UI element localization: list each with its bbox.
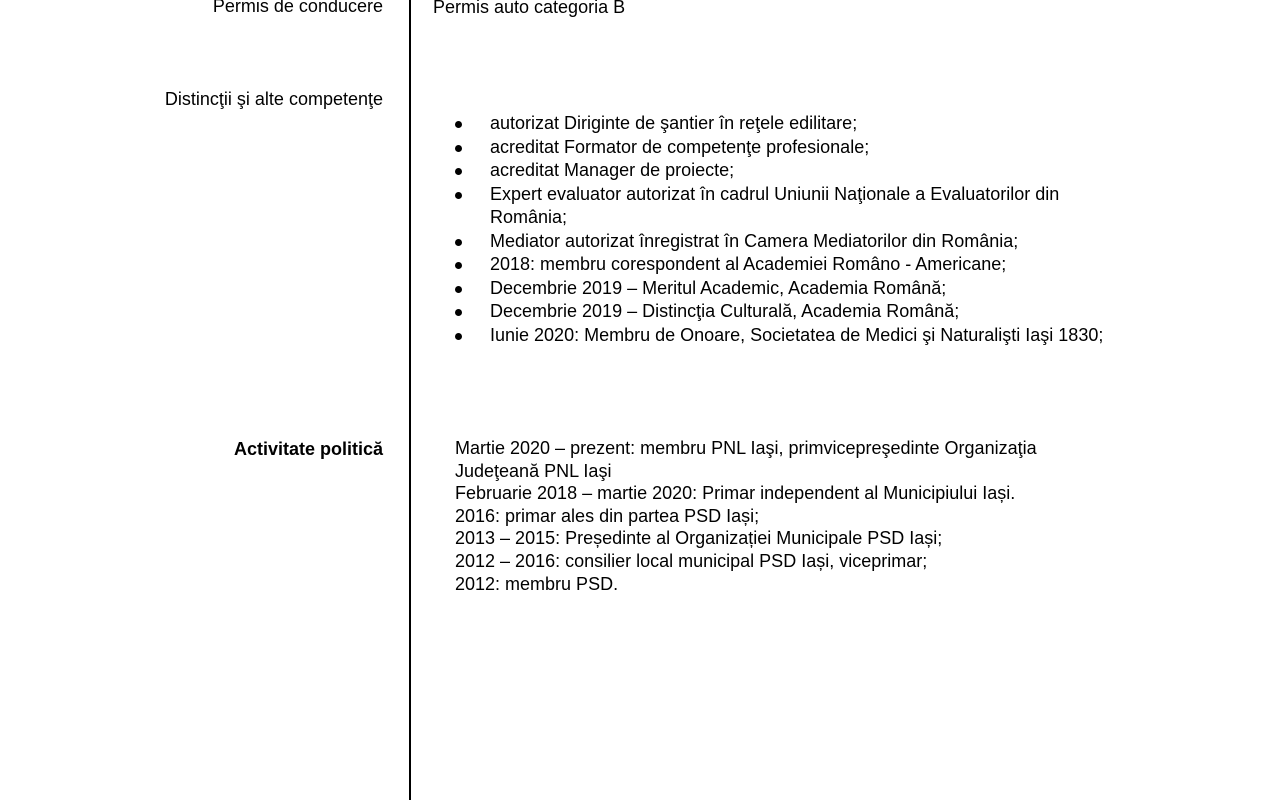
political-line: 2013 – 2015: Președinte al Organizației Municipale PSD Iași; [455,528,943,549]
list-item [455,136,1115,160]
value-permis-de-conducere: Permis auto categoria B [433,0,626,17]
political-line: 2016: primar ales din partea PSD Iași; [455,505,760,526]
list-item-text: Expert evaluator autorizat în cadrul Uniunii Naţionale a Evaluatorilor din România; [490,183,1060,227]
political-line: Februarie 2018 – martie 2020: Primar independent al Municipiului Iași. [455,483,1016,504]
list-item-text: Decembrie 2019 – Distincţia Culturală, Academia Română; [490,301,960,321]
list-item-text: acreditat Formator de competenţe profesionale; [490,136,870,157]
list-item-text: 2018: membru corespondent al Academiei Româno - Americane; [490,254,1007,274]
bullet-icon [455,121,462,128]
bullet-icon [455,192,462,199]
label-permis-de-conducere: Permis de conducere [212,0,383,16]
label-activitate-politica: Activitate politică [233,439,383,459]
label-distinctii: Distincţii şi alte competenţe [164,89,383,109]
list-item-text: acreditat Manager de proiecte; [490,160,735,180]
list-item [455,183,1115,230]
list-item [455,300,1115,324]
list-item [455,230,1115,254]
list-item-text: autorizat Diriginte de şantier în reţele edilitare; [490,113,858,133]
list-item [455,159,1115,183]
list-item-text: Iunie 2020: Membru de Onoare, Societatea de Medici şi Naturalişti Iaşi 1830; [490,324,1104,345]
list-item-text: Mediator autorizat înregistrat în Camera Mediatorilor din România; [490,230,1019,251]
list-item [455,277,1115,301]
bullet-icon [455,168,462,175]
list-item-text: Decembrie 2019 – Meritul Academic, Academia Română; [490,277,947,298]
list-item [455,253,1115,277]
activitate-politica-block [455,437,1105,595]
list-item [455,112,1115,136]
political-line: 2012: membru PSD. [455,573,619,594]
bullet-icon [455,239,462,246]
political-line: 2012 – 2016: consilier local municipal PSD Iași, viceprimar; [455,550,928,571]
political-line: Martie 2020 – prezent: membru PNL Iaşi, primvicepreşedinte Organizaţia Judeţeană PNL Iaşi [455,438,1037,481]
bullet-icon [455,333,462,340]
distinctii-list [455,112,1115,347]
bullet-icon [455,145,462,152]
bullet-icon [455,262,462,269]
list-item [455,324,1115,348]
bullet-icon [455,309,462,316]
column-divider [409,0,411,800]
bullet-icon [455,286,462,293]
